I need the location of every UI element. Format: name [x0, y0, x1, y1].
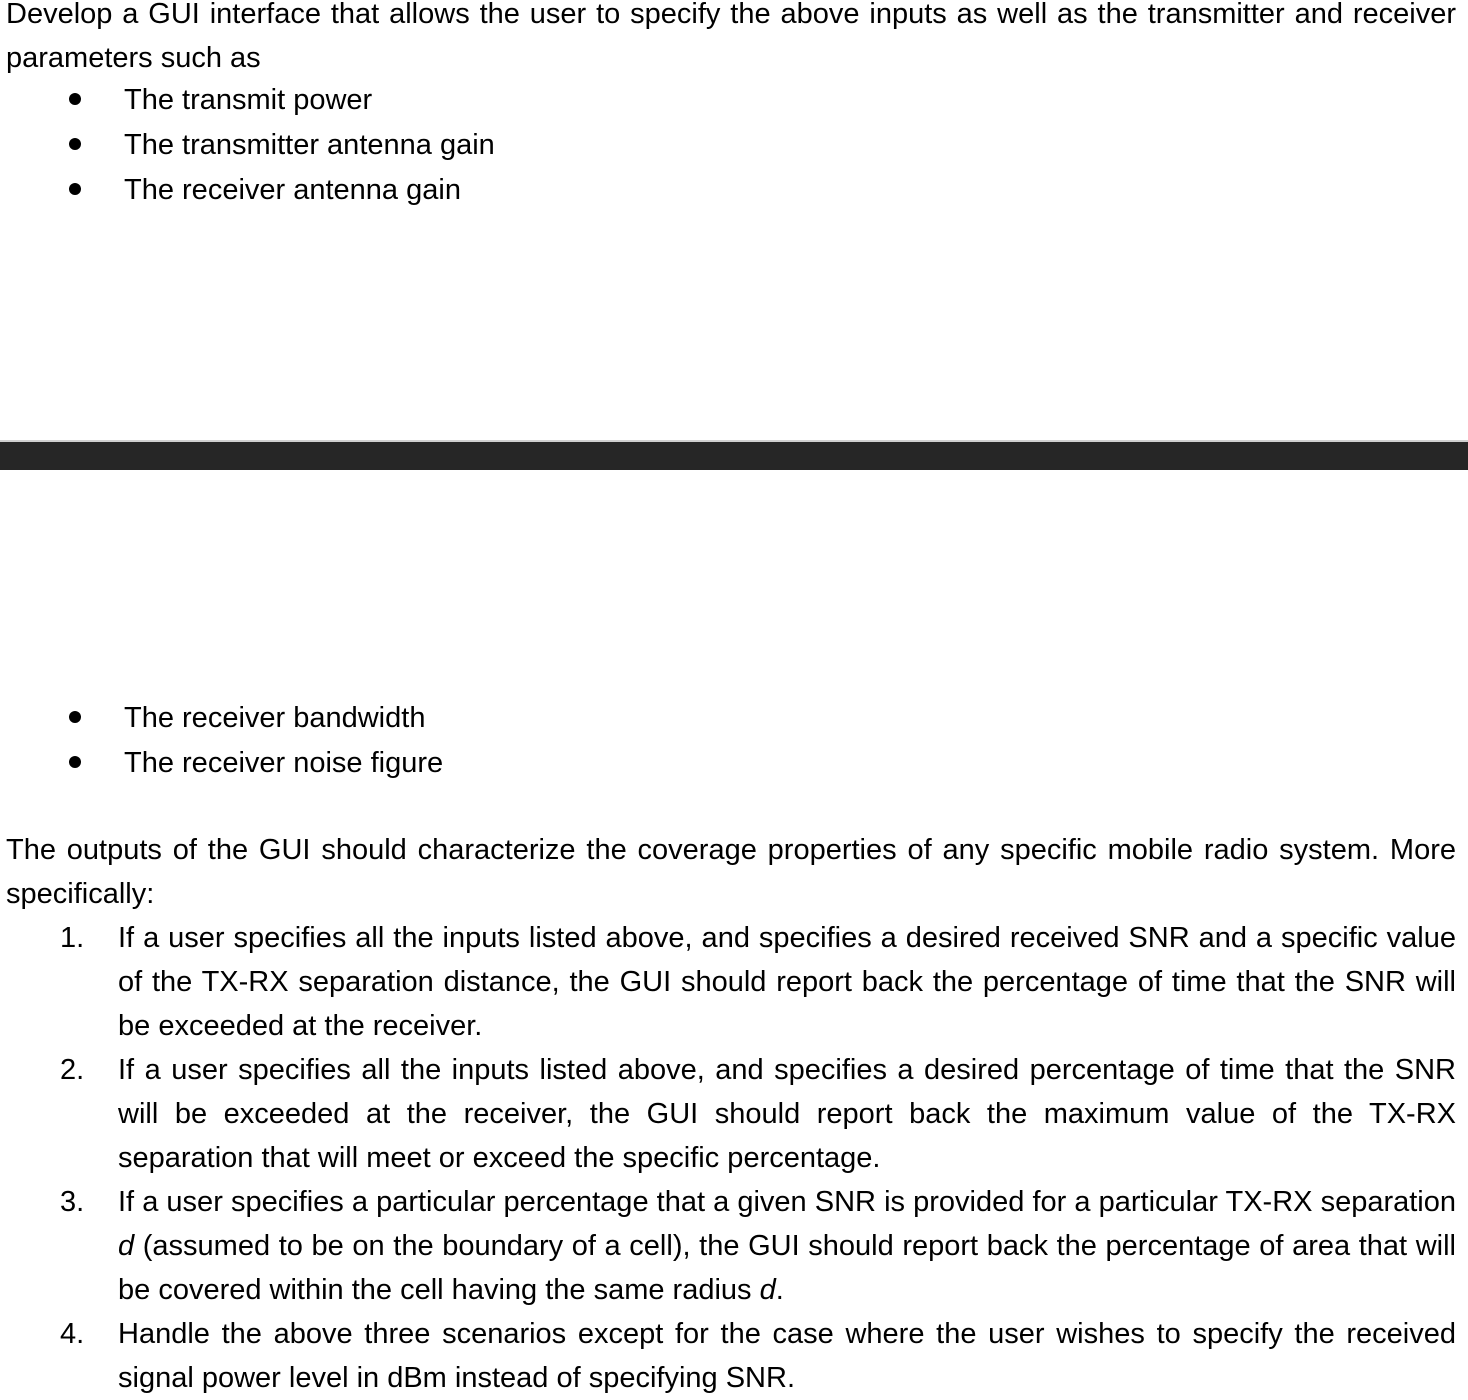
- list-item: [0, 168, 495, 213]
- variable-d-radius: d: [759, 1274, 776, 1306]
- bullet-icon: [69, 93, 81, 105]
- list-item-label: The transmit power: [124, 84, 373, 116]
- list-item-label: The receiver bandwidth: [124, 702, 426, 734]
- scenario-number: 3.: [60, 1186, 85, 1218]
- parameter-list-bottom: [0, 696, 443, 786]
- scenario-text: [118, 1180, 1456, 1312]
- bullet-icon: [69, 711, 81, 723]
- scenario-item: [0, 916, 1456, 1048]
- scenario-number: 1.: [60, 922, 85, 954]
- list-item-label: The transmitter antenna gain: [124, 129, 495, 161]
- page-bottom: [0, 470, 1468, 1400]
- outputs-paragraph: The outputs of the GUI should characterize the coverage properties of any specific mobile radio system. More specifically:: [6, 834, 1456, 910]
- scenario-text-middle: (assumed to be on the boundary of a cell), the GUI should report back the percentage of area that will be covered within the cell having the same radius: [118, 1230, 1456, 1306]
- parameter-list-top: [0, 78, 495, 213]
- bullet-icon: [69, 183, 81, 195]
- scenario-item: [0, 1048, 1456, 1180]
- list-item: [0, 696, 443, 741]
- scenario-number: 2.: [60, 1054, 85, 1086]
- bullet-icon: [69, 756, 81, 768]
- intro-paragraph: Develop a GUI interface that allows the user to specify the above inputs as well as the transmitter and receiver parameters such as: [6, 0, 1456, 74]
- list-item-label: The receiver noise figure: [124, 747, 444, 779]
- list-item: [0, 741, 443, 786]
- scenario-text: Handle the above three scenarios except for the case where the user wishes to specify the received signal power level in dBm instead of specifying SNR.: [118, 1318, 1456, 1394]
- scenario-text-after: .: [775, 1274, 784, 1306]
- scenario-item: [0, 1180, 1456, 1312]
- page-top: [0, 0, 1468, 440]
- variable-d: d: [118, 1230, 135, 1262]
- scenario-list: [0, 916, 1468, 1400]
- scenario-text: If a user specifies all the inputs listed above, and specifies a desired received SNR and a specific value of the TX-RX separation distance, the GUI should report back the percentage of time that the SNR will be exceeded at the receiver.: [118, 922, 1456, 1042]
- bullet-icon: [69, 138, 81, 150]
- list-item: [0, 78, 495, 123]
- scenario-item: [0, 1312, 1456, 1400]
- list-item-label: The receiver antenna gain: [124, 174, 461, 206]
- page-divider: [0, 440, 1468, 470]
- scenario-number: 4.: [60, 1318, 85, 1350]
- scenario-text-before: If a user specifies a particular percentage that a given SNR is provided for a particular TX-RX separation: [118, 1186, 1456, 1218]
- scenario-text: If a user specifies all the inputs listed above, and specifies a desired percentage of time that the SNR will be exceeded at the receiver, the GUI should report back the maximum value of the TX-RX separation that will meet or exceed the specific percentage.: [118, 1054, 1456, 1174]
- list-item: [0, 123, 495, 168]
